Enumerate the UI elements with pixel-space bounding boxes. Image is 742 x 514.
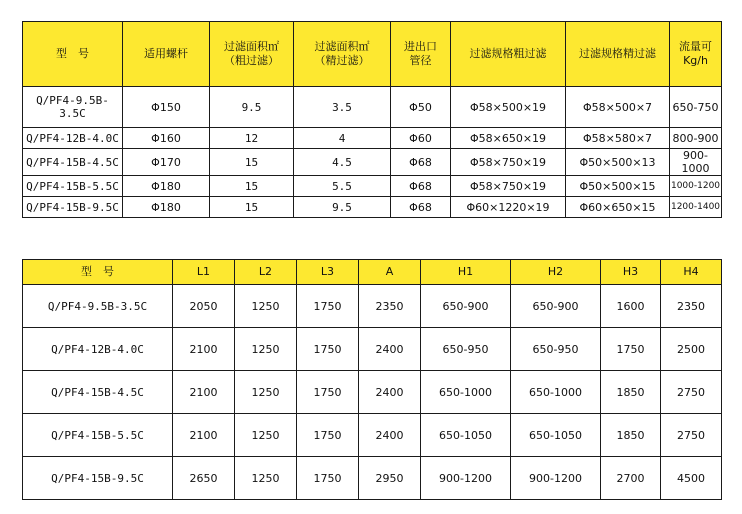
cell-flow: 900-1000: [670, 149, 722, 176]
cell-fine-spec: Φ50×500×15: [566, 176, 670, 197]
cell-model: Q/PF4-12B-4.0C: [23, 328, 173, 371]
cell-fine-spec: Φ58×500×7: [566, 87, 670, 128]
header-h2: H2: [511, 260, 601, 285]
cell-coarse-spec: Φ58×750×19: [451, 176, 566, 197]
cell-l1: 2100: [173, 414, 235, 457]
table-header-row: [23, 260, 722, 285]
cell-h4: 2500: [661, 328, 722, 371]
cell-h2: 650-950: [511, 328, 601, 371]
cell-model: Q/PF4-15B-5.5C: [23, 176, 123, 197]
cell-a: 2400: [359, 328, 421, 371]
header-fine-area: 过滤面积㎡ （精过滤）: [294, 22, 391, 87]
cell-port-diameter: Φ68: [391, 176, 451, 197]
cell-port-diameter: Φ68: [391, 197, 451, 218]
cell-h1: 900-1200: [421, 457, 511, 500]
cell-l3: 1750: [297, 414, 359, 457]
header-model: 型 号: [23, 260, 173, 285]
cell-h3: 1750: [601, 328, 661, 371]
header-fine-spec: 过滤规格精过滤: [566, 22, 670, 87]
header-h3: H3: [601, 260, 661, 285]
cell-h2: 650-1000: [511, 371, 601, 414]
cell-h4: 2750: [661, 371, 722, 414]
cell-port-diameter: Φ68: [391, 149, 451, 176]
filter-spec-table: [22, 21, 722, 218]
cell-h1: 650-1050: [421, 414, 511, 457]
cell-fine-spec: Φ50×500×13: [566, 149, 670, 176]
cell-model: Q/PF4-15B-5.5C: [23, 414, 173, 457]
table-row: [23, 328, 722, 371]
header-h4: H4: [661, 260, 722, 285]
cell-coarse-spec: Φ58×650×19: [451, 128, 566, 149]
cell-h1: 650-950: [421, 328, 511, 371]
cell-a: 2400: [359, 414, 421, 457]
cell-fine-area: 9.5: [294, 197, 391, 218]
table-row: [23, 128, 722, 149]
cell-h3: 1850: [601, 414, 661, 457]
cell-a: 2950: [359, 457, 421, 500]
cell-port-diameter: Φ50: [391, 87, 451, 128]
cell-port-diameter: Φ60: [391, 128, 451, 149]
cell-l1: 2050: [173, 285, 235, 328]
cell-screw: Φ180: [123, 176, 210, 197]
cell-l2: 1250: [235, 285, 297, 328]
cell-coarse-area: 15: [210, 176, 294, 197]
cell-coarse-spec: Φ60×1220×19: [451, 197, 566, 218]
cell-l2: 1250: [235, 414, 297, 457]
cell-h3: 2700: [601, 457, 661, 500]
cell-h3: 1850: [601, 371, 661, 414]
cell-model: Q/PF4-15B-4.5C: [23, 149, 123, 176]
cell-h1: 650-900: [421, 285, 511, 328]
header-port-diameter: 进出口 管径: [391, 22, 451, 87]
cell-screw: Φ150: [123, 87, 210, 128]
table-row: [23, 176, 722, 197]
cell-h2: 650-1050: [511, 414, 601, 457]
header-l1: L1: [173, 260, 235, 285]
cell-l2: 1250: [235, 371, 297, 414]
cell-fine-area: 4.5: [294, 149, 391, 176]
cell-coarse-area: 12: [210, 128, 294, 149]
cell-model: Q/PF4-9.5B-3.5C: [23, 285, 173, 328]
cell-l1: 2100: [173, 371, 235, 414]
cell-h4: 2750: [661, 414, 722, 457]
cell-model: Q/PF4-9.5B- 3.5C: [23, 87, 123, 128]
table-row: [23, 457, 722, 500]
cell-l3: 1750: [297, 457, 359, 500]
cell-flow: 800-900: [670, 128, 722, 149]
cell-coarse-area: 15: [210, 149, 294, 176]
cell-fine-spec: Φ60×650×15: [566, 197, 670, 218]
cell-l1: 2650: [173, 457, 235, 500]
header-flow: 流量可 Kg/h: [670, 22, 722, 87]
header-model: 型 号: [23, 22, 123, 87]
header-screw: 适用螺杆: [123, 22, 210, 87]
cell-l3: 1750: [297, 285, 359, 328]
dimension-table: [22, 259, 722, 500]
cell-h4: 2350: [661, 285, 722, 328]
cell-flow: 650-750: [670, 87, 722, 128]
table-header-row: [23, 22, 722, 87]
table-row: [23, 414, 722, 457]
table-row: [23, 149, 722, 176]
cell-h2: 650-900: [511, 285, 601, 328]
cell-l3: 1750: [297, 371, 359, 414]
cell-l2: 1250: [235, 328, 297, 371]
cell-l3: 1750: [297, 328, 359, 371]
header-l2: L2: [235, 260, 297, 285]
cell-flow: 1200-1400: [670, 197, 722, 218]
cell-a: 2400: [359, 371, 421, 414]
cell-fine-area: 4: [294, 128, 391, 149]
cell-l2: 1250: [235, 457, 297, 500]
header-a: A: [359, 260, 421, 285]
table-row: [23, 87, 722, 128]
cell-h2: 900-1200: [511, 457, 601, 500]
header-coarse-spec: 过滤规格粗过滤: [451, 22, 566, 87]
cell-model: Q/PF4-15B-4.5C: [23, 371, 173, 414]
header-h1: H1: [421, 260, 511, 285]
cell-fine-area: 5.5: [294, 176, 391, 197]
header-coarse-area: 过滤面积㎡ （粗过滤）: [210, 22, 294, 87]
cell-coarse-area: 15: [210, 197, 294, 218]
table-row: [23, 285, 722, 328]
cell-model: Q/PF4-15B-9.5C: [23, 197, 123, 218]
cell-fine-spec: Φ58×580×7: [566, 128, 670, 149]
cell-coarse-spec: Φ58×750×19: [451, 149, 566, 176]
cell-flow: 1000-1200: [670, 176, 722, 197]
cell-l1: 2100: [173, 328, 235, 371]
cell-fine-area: 3.5: [294, 87, 391, 128]
cell-h3: 1600: [601, 285, 661, 328]
cell-h4: 4500: [661, 457, 722, 500]
cell-screw: Φ160: [123, 128, 210, 149]
cell-a: 2350: [359, 285, 421, 328]
cell-coarse-area: 9.5: [210, 87, 294, 128]
table-row: [23, 197, 722, 218]
cell-screw: Φ170: [123, 149, 210, 176]
header-l3: L3: [297, 260, 359, 285]
cell-model: Q/PF4-15B-9.5C: [23, 457, 173, 500]
cell-screw: Φ180: [123, 197, 210, 218]
table-row: [23, 371, 722, 414]
cell-h1: 650-1000: [421, 371, 511, 414]
cell-coarse-spec: Φ58×500×19: [451, 87, 566, 128]
cell-model: Q/PF4-12B-4.0C: [23, 128, 123, 149]
